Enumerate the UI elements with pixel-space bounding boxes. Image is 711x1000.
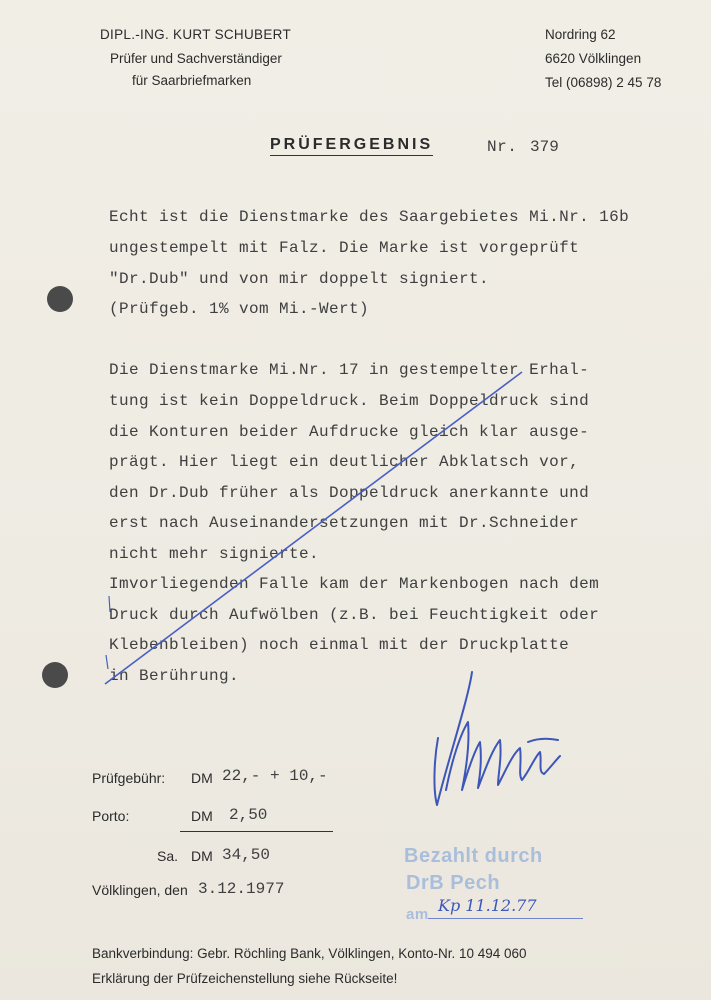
paid-stamp-line1: Bezahlt durch xyxy=(404,845,543,867)
paid-stamp-handwritten-date: Kp 11.12.77 xyxy=(438,896,537,915)
sum-label: Sa. xyxy=(157,848,179,864)
letterhead-name: DIPL.-ING. KURT SCHUBERT xyxy=(100,27,291,42)
date-value: 3.12.1977 xyxy=(198,880,285,898)
paid-stamp-date-prefix: am xyxy=(406,906,429,923)
pen-tick-mark xyxy=(109,596,110,612)
sum-currency: DM xyxy=(191,848,213,864)
paragraph2-line: prägt. Hier liegt ein deutlicher Abklatsch vor, xyxy=(109,453,580,471)
paragraph2-line: nicht mehr signierte. xyxy=(109,545,320,563)
paragraph1-line: Echt ist die Dienstmarke des Saargebietes Mi.Nr. 16b xyxy=(109,208,630,226)
sum-value: 34,50 xyxy=(222,846,271,864)
letterhead-city: 6620 Völklingen xyxy=(545,51,642,66)
paragraph2-line: Die Dienstmarke Mi.Nr. 17 in gestempelter Erhal- xyxy=(109,361,590,379)
strike-through-line xyxy=(105,372,522,684)
fee-label: Prüfgebühr: xyxy=(92,770,166,786)
paid-stamp-line2: DrB Pech xyxy=(406,872,501,894)
footer-note: Erklärung der Prüfzeichenstellung siehe Rückseite! xyxy=(92,971,398,986)
paragraph2-line: tung ist kein Doppeldruck. Beim Doppeldruck sind xyxy=(109,392,590,410)
fee-currency: DM xyxy=(191,770,213,786)
letterhead-street: Nordring 62 xyxy=(545,27,616,42)
paragraph2-line: erst nach Auseinandersetzungen mit Dr.Schneider xyxy=(109,514,580,532)
letterhead-role-line2: für Saarbriefmarken xyxy=(132,73,252,88)
porto-currency: DM xyxy=(191,808,213,824)
footer-bank-details: Bankverbindung: Gebr. Röchling Bank, Völklingen, Konto-Nr. 10 494 060 xyxy=(92,946,527,961)
paragraph2-line: Imvorliegenden Falle kam der Markenbogen nach dem xyxy=(109,575,600,593)
letterhead-role-line1: Prüfer und Sachverständiger xyxy=(110,51,282,66)
paragraph2-line: Klebenbleiben) noch einmal mit der Druckplatte xyxy=(109,636,570,654)
place-date-label: Völklingen, den xyxy=(92,882,188,898)
paid-stamp-underline xyxy=(428,918,583,919)
sum-divider-line xyxy=(180,831,333,832)
paragraph1-line: ungestempelt mit Falz. Die Marke ist vorgeprüft xyxy=(109,239,580,257)
porto-value: 2,50 xyxy=(229,806,268,824)
fee-value: 22,- + 10,- xyxy=(222,767,328,785)
pen-tick-mark xyxy=(106,655,108,669)
signature xyxy=(434,672,560,805)
paragraph2-line: in Berührung. xyxy=(109,667,240,685)
paragraph1-line: (Prüfgeb. 1% vom Mi.-Wert) xyxy=(109,300,370,318)
paragraph1-line: "Dr.Dub" und von mir doppelt signiert. xyxy=(109,270,490,288)
porto-label: Porto: xyxy=(92,808,130,824)
result-number-label: Nr. xyxy=(487,138,518,156)
document-title: PRÜFERGEBNIS xyxy=(270,136,433,156)
paragraph2-line: die Konturen beider Aufdrucke gleich klar ausge- xyxy=(109,423,590,441)
letterhead-phone: Tel (06898) 2 45 78 xyxy=(545,75,662,90)
paragraph2-line: den Dr.Dub früher als Doppeldruck anerkannte und xyxy=(109,484,590,502)
result-number: 379 xyxy=(530,138,559,156)
paragraph2-line: Druck durch Aufwölben (z.B. bei Feuchtigkeit oder xyxy=(109,606,600,624)
